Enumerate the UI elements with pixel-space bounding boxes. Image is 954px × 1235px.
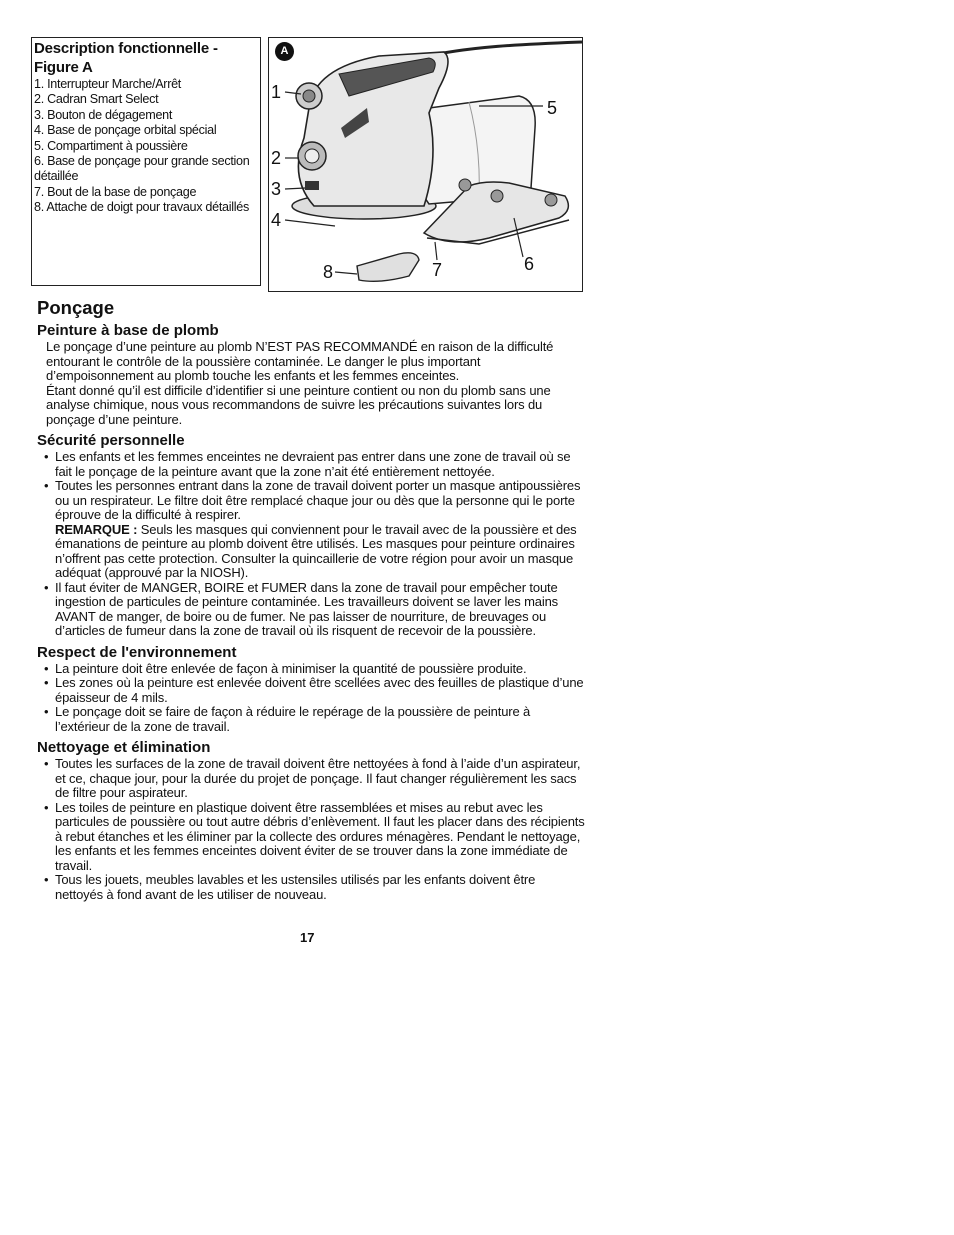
description-item-1: 1. Interrupteur Marche/Arrêt (34, 77, 181, 91)
callout-5: 5 (547, 98, 558, 118)
note-label: REMARQUE : (55, 521, 138, 537)
callout-6: 6 (524, 254, 535, 274)
figure-description-box (31, 37, 261, 286)
description-item-2: 2. Cadran Smart Select (34, 92, 159, 107)
leader-line-7 (435, 242, 437, 260)
bullet-dot: • (44, 704, 49, 719)
description-item-6: 6. Base de ponçage pour grande section détaillée (34, 154, 250, 184)
bullet-dot: • (44, 478, 49, 493)
bullet-dot: • (44, 660, 49, 676)
cleanup-item-text: Les toiles de peinture en plastique doivent être rassemblées et mises au rebut avec les particules de poussière ou tout autre débris d’enlèvement. Il faut les placer dans des récipients à rebut étanches et les éliminer par la collecte des ordures ménagères. Pendant le nettoyage, les enfants et les femmes enceintes doivent éviter de se trouver dans la zone immédiate de travail. (55, 799, 585, 873)
bullet-dot: • (44, 579, 49, 595)
cleanup-heading: Nettoyage et élimination (37, 739, 211, 756)
leader-line-3 (285, 188, 305, 189)
callout-7: 7 (432, 260, 443, 280)
note-text: Seuls les masques qui conviennent pour le travail avec de la poussière et des émanations de peinture au plomb doivent être utilisés. Les masques pour peinture ordinaires n’offrent pas cette protection. Consulter la quincaillerie de votre région pour avoir un masque adéquat (approuvé par la NIOSH). (55, 521, 577, 580)
safety-item (37, 479, 585, 581)
personal-safety-heading: Sécurité personnelle (37, 432, 185, 449)
lead-paint-paragraph-1: Le ponçage d’une peinture au plomb N’EST PAS RECOMMANDÉ en raison de la difficulté entourant le contrôle de la poussière contaminée. Le danger le plus important d’empoisonnement au plomb touche les enfants et les femmes enceintes. (46, 339, 554, 383)
environment-item-text: La peinture doit être enlevée de façon à minimiser la quantité de poussière produite. (55, 660, 527, 676)
description-item-3: 3. Bouton de dégagement (34, 107, 173, 122)
environment-item (37, 705, 585, 734)
cleanup-item-text: Tous les jouets, meubles lavables et les ustensiles utilisés par les enfants doivent être nettoyés à fond avant de les utiliser de nouveau. (55, 872, 536, 902)
leader-line-8 (335, 272, 357, 274)
sanding-section (37, 296, 585, 902)
description-list (34, 77, 258, 216)
release-button (305, 181, 319, 190)
bullet-dot: • (44, 449, 49, 464)
environment-item (37, 676, 585, 705)
safety-item (37, 450, 585, 479)
description-item-5: 5. Compartiment à poussière (34, 138, 188, 153)
lead-paint-paragraph-2: Étant donné qu’il est difficile d’identifier si une peinture contient ou non du plomb sans une analyse chimique, nous vous recommandons de suivre les précautions suivantes lors du ponçage d’une peinture. (46, 382, 551, 427)
bullet-dot: • (44, 675, 49, 690)
environment-item-text: Les zones où la peinture est enlevée doivent être scellées avec des feuilles de plastique d’une épaisseur de 4 mils. (55, 675, 584, 705)
environment-item (37, 662, 585, 677)
description-item-4: 4. Base de ponçage orbital spécial (34, 123, 217, 138)
section-title: Ponçage (37, 297, 115, 318)
description-title (34, 39, 258, 77)
environment-heading: Respect de l'environnement (37, 643, 237, 661)
callout-8: 8 (323, 262, 334, 282)
cleanup-list (37, 757, 585, 902)
cleanup-item (37, 873, 585, 902)
callout-2: 2 (271, 148, 282, 168)
personal-safety-list (37, 450, 585, 639)
environment-list (37, 662, 585, 735)
base-knob-1 (459, 179, 471, 191)
lead-paint-heading: Peinture à base de plomb (37, 322, 219, 339)
safety-item-text: Les enfants et les femmes enceintes ne devraient pas entrer dans une zone de travail où se fait le ponçage de la peinture avant que la zone n’ait été entièrement nettoyée. (55, 449, 571, 479)
smart-select-dial-center (305, 149, 319, 163)
cleanup-item (37, 757, 585, 801)
callout-1: 1 (271, 82, 282, 102)
page-number: 17 (300, 930, 315, 945)
environment-item-text: Le ponçage doit se faire de façon à réduire le repérage de la poussière de peinture à l’extérieur de la zone de travail. (55, 704, 531, 734)
on-off-switch-center (303, 90, 315, 102)
base-knob-2 (491, 190, 503, 202)
cleanup-item-text: Toutes les surfaces de la zone de travail doivent être nettoyées à fond à l’aide d’un aspirateur, et ce, chaque jour, pour la durée du projet de ponçage. Il faut changer régulièrement les sacs de filtre pour aspirateur. (55, 756, 581, 800)
callout-4: 4 (271, 210, 282, 230)
bullet-dot: • (44, 799, 49, 815)
figure-badge: A (275, 42, 294, 61)
leader-line-4 (285, 220, 335, 226)
base-knob-3 (545, 194, 557, 206)
finger-attachment (357, 253, 419, 281)
safety-item-text: Toutes les personnes entrant dans la zone de travail doivent porter un masque antipoussières ou un respirateur. Le filtre doit être remplacé chaque jour ou dès que la personne qui le porte éprouve de la difficulté à respirer. (55, 478, 581, 522)
cleanup-item (37, 801, 585, 874)
description-item-7: 7. Bout de la base de ponçage (34, 184, 197, 199)
safety-item-text: Il faut éviter de MANGER, BOIRE et FUMER dans la zone de travail pour empêcher toute ingestion de particules de peinture contaminée. Les travailleurs doivent se laver les mains AVANT de manger, de boire ou de fumer. Ne pas laisser de nourriture, de breuvages ou d’articles de fumeur dans la zone de travail où ils risquent de recevoir de la poussière. (55, 579, 559, 638)
figure-a-box (268, 37, 583, 292)
description-title-line2: Figure A (34, 59, 93, 76)
safety-item (37, 581, 585, 639)
sander-illustration (269, 38, 582, 291)
callout-3: 3 (271, 179, 282, 199)
description-item-8: 8. Attache de doigt pour travaux détaillés (34, 200, 249, 215)
description-title-line1: Description fonctionnelle - (34, 40, 218, 57)
bullet-dot: • (44, 872, 49, 887)
bullet-dot: • (44, 756, 49, 771)
